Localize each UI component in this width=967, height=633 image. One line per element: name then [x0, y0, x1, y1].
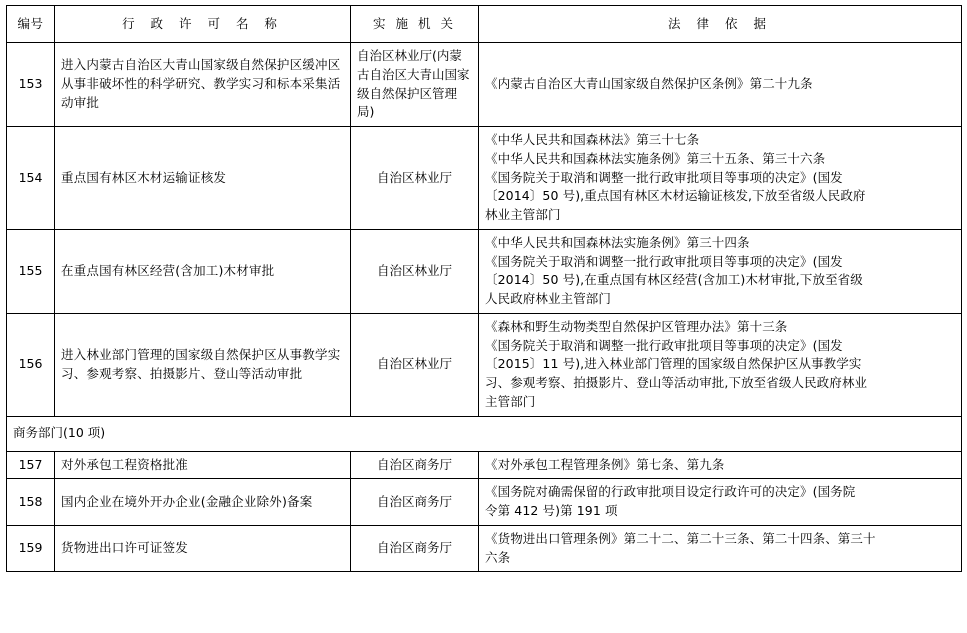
cell-agency: 自治区林业厅(内蒙古自治区大青山国家级自然保护区管理局) — [351, 43, 479, 127]
cell-agency: 自治区林业厅 — [351, 313, 479, 416]
cell-permit-name: 重点国有林区木材运输证核发 — [55, 127, 351, 230]
legal-basis-line: 《内蒙古自治区大青山国家级自然保护区条例》第二十九条 — [485, 76, 813, 92]
cell-number: 156 — [7, 313, 55, 416]
cell-permit-name: 货物进出口许可证签发 — [55, 525, 351, 572]
cell-number: 154 — [7, 127, 55, 230]
table-header-row — [7, 6, 962, 43]
legal-basis-line: 〔2015〕11 号),进入林业部门管理的国家级自然保护区从事教学实 — [485, 356, 862, 372]
table-row — [7, 313, 962, 416]
cell-permit-name: 对外承包工程资格批准 — [55, 451, 351, 479]
column-header-legal-basis: 法 律 依 据 — [479, 6, 962, 43]
table-row — [7, 127, 962, 230]
legal-basis-line: 《国务院关于取消和调整一批行政审批项目等事项的决定》(国发 — [485, 253, 843, 269]
column-header-agency: 实 施 机 关 — [351, 6, 479, 43]
cell-legal-basis — [479, 525, 962, 572]
legal-basis-line: 主管部门 — [485, 393, 536, 409]
legal-basis-line: 《中华人民共和国森林法实施条例》第三十五条、第三十六条 — [485, 150, 826, 166]
table-row — [7, 451, 962, 479]
legal-basis-line: 林业主管部门 — [485, 207, 561, 222]
legal-basis-line: 《国务院对确需保留的行政审批项目设定行政许可的决定》(国务院 — [485, 484, 856, 500]
table-body — [7, 43, 962, 572]
legal-basis-line: 《货物进出口管理条例》第二十二、第二十三条、第二十四条、第三十 — [485, 530, 876, 546]
legal-basis-line: 《中华人民共和国森林法实施条例》第三十四条 — [485, 234, 750, 250]
column-header-number: 编号 — [7, 6, 55, 43]
table-row — [7, 229, 962, 313]
table-header — [7, 6, 962, 43]
cell-number: 158 — [7, 479, 55, 526]
cell-legal-basis — [479, 313, 962, 416]
legal-basis-line: 《对外承包工程管理条例》第七条、第九条 — [485, 456, 725, 472]
legal-basis-line: 《森林和野生动物类型自然保护区管理办法》第十三条 — [485, 318, 788, 334]
legal-basis-line: 《国务院关于取消和调整一批行政审批项目等事项的决定》(国发 — [485, 169, 843, 185]
cell-agency: 自治区林业厅 — [351, 127, 479, 230]
cell-agency: 自治区商务厅 — [351, 451, 479, 479]
cell-agency: 自治区商务厅 — [351, 479, 479, 526]
cell-permit-name: 国内企业在境外开办企业(金融企业除外)备案 — [55, 479, 351, 526]
section-title: 商务部门(10 项) — [7, 416, 962, 451]
cell-legal-basis — [479, 479, 962, 526]
legal-basis-line: 〔2014〕50 号),重点国有林区木材运输证核发,下放至省级人民政府 — [485, 188, 866, 204]
cell-number: 155 — [7, 229, 55, 313]
legal-basis-line: 《国务院关于取消和调整一批行政审批项目等事项的决定》(国发 — [485, 337, 843, 353]
column-header-permit-name: 行 政 许 可 名 称 — [55, 6, 351, 43]
legal-basis-line: 六条 — [485, 549, 511, 565]
cell-number: 157 — [7, 451, 55, 479]
cell-permit-name: 进入林业部门管理的国家级自然保护区从事教学实习、参观考察、拍摄影片、登山等活动审批 — [55, 313, 351, 416]
legal-basis-line: 习、参观考察、拍摄影片、登山等活动审批,下放至省级人民政府林业 — [485, 375, 868, 390]
legal-basis-line: 人民政府林业主管部门 — [485, 291, 612, 306]
cell-legal-basis — [479, 43, 962, 127]
cell-agency: 自治区林业厅 — [351, 229, 479, 313]
legal-basis-line: 令第 412 号)第 191 项 — [485, 503, 618, 518]
legal-basis-line: 《中华人民共和国森林法》第三十七条 — [485, 132, 700, 147]
cell-legal-basis — [479, 127, 962, 230]
cell-permit-name: 进入内蒙古自治区大青山国家级自然保护区缓冲区从事非破坏性的科学研究、教学实习和标本采集活动审批 — [55, 43, 351, 127]
table-section-row — [7, 416, 962, 451]
cell-permit-name: 在重点国有林区经营(含加工)木材审批 — [55, 229, 351, 313]
cell-legal-basis — [479, 451, 962, 479]
table-row — [7, 43, 962, 127]
cell-number: 153 — [7, 43, 55, 127]
cell-number: 159 — [7, 525, 55, 572]
cell-legal-basis — [479, 229, 962, 313]
legal-basis-line: 〔2014〕50 号),在重点国有林区经营(含加工)木材审批,下放至省级 — [485, 272, 863, 288]
table-row — [7, 525, 962, 572]
cell-agency: 自治区商务厅 — [351, 525, 479, 572]
table-row — [7, 479, 962, 526]
administrative-permit-table — [6, 5, 962, 572]
